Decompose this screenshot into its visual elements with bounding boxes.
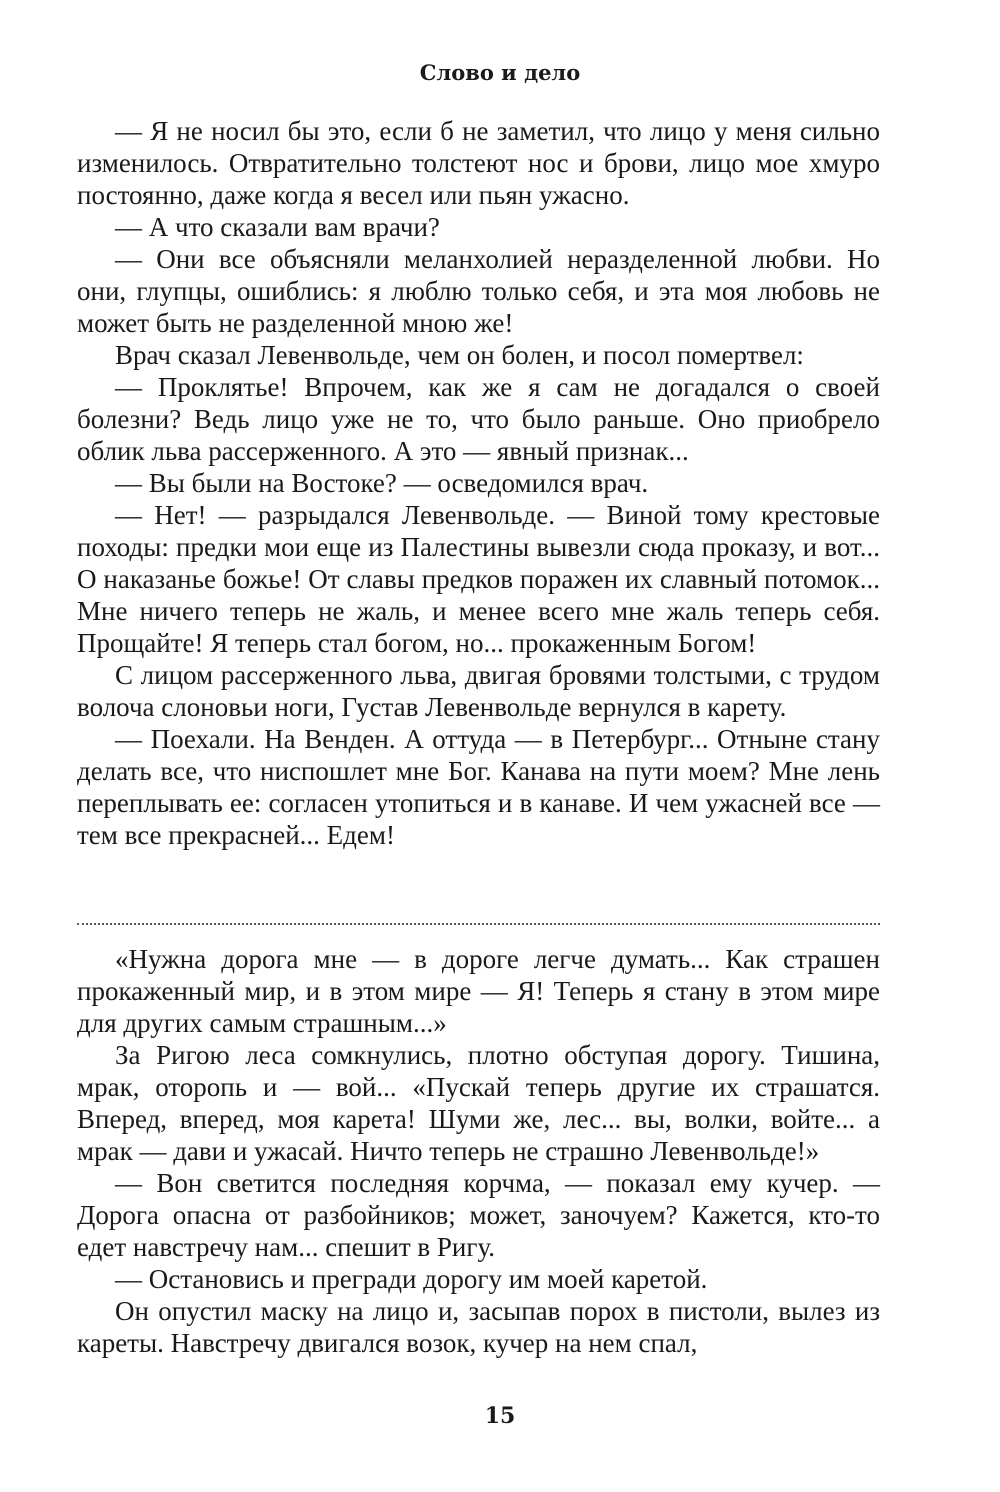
paragraph: — Поехали. На Венден. А оттуда — в Петербург... Отныне стану делать все, что ниспошлет мне Бог. Канава на пути моем? Мне лень переплывать ее: согласен утопиться и в канаве. И чем ужасней все — тем все прекрасней... Едем! [77, 724, 880, 850]
paragraph: — Вон светится последняя корчма, — показал ему кучер. — Дорога опасна от разбойников; может, заночуем? Кажется, кто-то едет навстречу нам... спешит в Ригу. [77, 1168, 880, 1262]
paragraph: Врач сказал Левенвольде, чем он болен, и посол помертвел: [115, 340, 804, 370]
section-divider [77, 923, 880, 925]
text-block-before-divider [77, 115, 880, 851]
paragraph: «Нужна дорога мне — в дороге легче думать... Как страшен прокаженный мир, и в этом мире — Я! Теперь я стану в этом мире для других самым страшным...» [77, 944, 880, 1038]
page-number: 15 [484, 1403, 516, 1429]
paragraph: За Ригою леса сомкнулись, плотно обступая дорогу. Тишина, мрак, оторопь и — вой... «Пускай теперь другие их страшатся. Вперед, вперед, моя карета! Шуми же, лес... вы, волки, войте... а мрак — дави и ужасай. Ничто теперь не страшно Левенвольде!» [77, 1040, 880, 1166]
paragraph: — Проклятье! Впрочем, как же я сам не догадался о своей болезни? Ведь лицо уже не то, что было раньше. Оно приобрело облик льва рассерженного. А это — явный признак... [77, 372, 880, 466]
paragraph: — Остановись и прегради дорогу им моей каретой. [115, 1264, 708, 1294]
paragraph: — Они все объясняли меланхолией неразделенной любви. Но они, глупцы, ошиблись: я люблю только себя, и эта моя любовь не может быть не разделенной мною же! [77, 244, 880, 338]
paragraph: — Нет! — разрыдался Левенвольде. — Виной тому крестовые походы: предки мои еще из Палестины вывезли сюда проказу, и вот... О наказанье божье! От славы предков поражен их славный потомок... Мне ничего теперь не жаль, и менее всего мне жаль теперь себя. Прощайте! Я теперь стал богом, но... прокаженным Богом! [77, 500, 880, 658]
paragraph: — Я не носил бы это, если б не заметил, что лицо у меня сильно изменилось. Отвратительно толстеют нос и брови, лицо мое хмуро постоянно, даже когда я весел или пьян ужасно. [77, 116, 880, 210]
paragraph: — А что сказали вам врачи? [115, 212, 440, 242]
paragraph: — Вы были на Востоке? — осведомился врач. [115, 468, 649, 498]
text-block-after-divider [77, 943, 880, 1359]
paragraph: С лицом рассерженного льва, двигая бровями толстыми, с трудом волоча слоновьи ноги, Густав Левенвольде вернулся в карету. [77, 660, 880, 722]
paragraph: Он опустил маску на лицо и, засыпав порох в пистоли, вылез из кареты. Навстречу двигался возок, кучер на нем спал, [77, 1296, 880, 1358]
running-header: Слово и дело [419, 60, 581, 85]
